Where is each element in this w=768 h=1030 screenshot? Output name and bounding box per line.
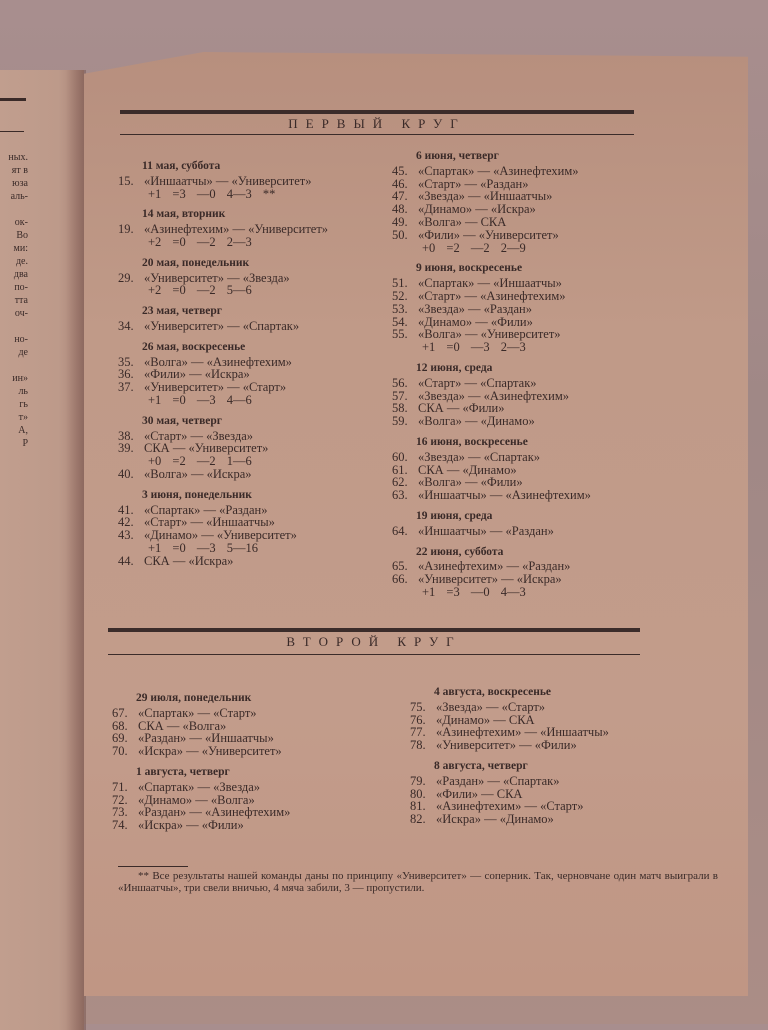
match-teams: СКА — «Университет» [144,441,269,456]
prev-page-text-fragment: ль [18,386,28,397]
match-number: 19. [118,222,134,237]
match-score: +0 =2 —2 1—6 [148,454,252,469]
match-teams: «Старт» — «Азинефтехим» [418,288,566,303]
match-day [118,341,378,407]
match-day [392,510,652,538]
match-number: 60. [392,449,408,464]
match-number: 42. [118,515,134,530]
match-number: 58. [392,401,408,416]
match-day [112,766,392,832]
match-day [392,262,652,354]
match-teams: «Спартак» — «Старт» [138,705,257,720]
match-teams: «Азинефтехим» — «Иншаатчы» [436,725,609,740]
match-teams: «Спартак» — «Иншаатчы» [418,276,562,291]
match-number: 43. [118,528,134,543]
match-teams: «Волга» — «Фили» [418,475,523,490]
match-number: 62. [392,475,408,490]
match-number: 36. [118,367,134,382]
match-teams: «Искра» — «Динамо» [436,812,554,827]
match-teams: «Динамо» — «Искра» [418,202,536,217]
match-number: 48. [392,202,408,217]
match-number: 47. [392,189,408,204]
match-number: 65. [392,559,408,574]
prev-page-text-fragment: ных. [8,152,28,163]
prev-page-text-fragment: ми: [13,243,28,254]
match-teams: «Волга» — «Университет» [418,327,561,342]
match-teams: «Фили» — «Искра» [144,367,250,382]
match-number: 76. [410,712,426,727]
match-date: 3 июня, понедельник [142,488,252,501]
first-round-header [120,110,634,135]
match-teams: «Динамо» — «Университет» [144,528,297,543]
match-teams: «Искра» — «Университет» [138,744,282,759]
second-round-right-column [410,678,690,826]
match-teams: «Раздан» — «Азинефтехим» [138,805,291,820]
match-date: 16 июня, воскресенье [416,435,528,448]
prev-page-text-fragment: юза [12,178,28,189]
match-day [392,546,652,599]
second-round-left-column [112,684,392,832]
prev-page-text-fragment: аль- [10,191,28,202]
match-day [410,686,690,752]
match-teams: СКА — «Динамо» [418,462,517,477]
match-row [118,320,378,333]
match-date: 12 июня, среда [416,361,493,374]
match-number: 61. [392,462,408,477]
match-number: 69. [112,731,128,746]
match-row [118,529,378,542]
match-teams: «Динамо» — СКА [436,712,535,727]
match-teams: «Искра» — «Фили» [138,818,244,833]
match-teams: «Динамо» — «Фили» [418,314,533,329]
match-number: 74. [112,818,128,833]
match-number: 49. [392,214,408,229]
match-teams: «Спартак» — «Азинефтехим» [418,163,579,178]
match-teams: «Фили» — СКА [436,786,523,801]
match-teams: «Звезда» — «Старт» [436,699,546,714]
match-day [118,489,378,568]
match-number: 52. [392,288,408,303]
match-teams: «Университет» — «Старт» [144,380,287,395]
match-number: 29. [118,270,134,285]
match-score: +0 =2 —2 2—9 [422,240,526,255]
match-number: 63. [392,488,408,503]
match-teams: «Университет» — «Звезда» [144,270,290,285]
match-date: 11 мая, суббота [142,160,221,172]
prev-page-text-fragment: А, [18,425,28,436]
match-teams: «Раздан» — «Спартак» [436,773,560,788]
match-day [392,150,652,254]
match-row [118,175,378,188]
match-date: 29 июля, понедельник [136,692,252,704]
match-teams: «Иншаатчы» — «Университет» [144,173,312,188]
match-teams: «Волга» — «Азинефтехим» [144,354,292,369]
match-teams: «Старт» — «Раздан» [418,176,529,191]
match-row [112,819,392,832]
match-day [118,305,378,333]
prev-page-text-fragment: т» [18,412,28,423]
match-number: 56. [392,375,408,390]
match-day [392,362,652,428]
match-number: 44. [118,553,134,568]
match-row [392,573,652,586]
match-row [392,415,652,428]
prev-page-text-fragment: два [13,269,28,280]
match-teams: «Азинефтехим» — «Старт» [436,799,584,814]
match-number: 54. [392,314,408,329]
match-day [112,692,392,758]
match-date: 4 августа, воскресенье [434,686,552,698]
match-score: +2 =0 —2 5—6 [148,283,252,298]
match-number: 82. [410,812,426,827]
match-teams: «Волга» — СКА [418,214,507,229]
match-teams: «Динамо» — «Волга» [138,792,255,807]
match-day [118,415,378,481]
prev-page-text-fragment: Р [22,438,28,449]
match-number: 15. [118,173,134,188]
match-number: 68. [112,718,128,733]
match-number: 51. [392,276,408,291]
match-number: 64. [392,523,408,538]
match-row [410,739,690,752]
match-number: 34. [118,318,134,333]
prev-page-text-fragment: Во [16,230,28,241]
divider [108,654,640,655]
section-title: ПЕРВЫЙ КРУГ [288,116,466,131]
match-teams: СКА — «Искра» [144,553,234,568]
match-teams: СКА — «Фили» [418,401,505,416]
section-title: ВТОРОЙ КРУГ [286,634,462,649]
match-number: 55. [392,327,408,342]
match-number: 53. [392,301,408,316]
prev-page-text-fragment: де [18,347,28,358]
match-number: 80. [410,786,426,801]
match-row [410,813,690,826]
match-date: 22 июня, суббота [416,545,504,558]
match-number: 75. [410,699,426,714]
match-number: 78. [410,738,426,753]
prev-page-text-fragment: ят в [11,165,28,176]
match-number: 59. [392,414,408,429]
match-day [118,257,378,297]
match-number: 40. [118,466,134,481]
prev-page-text-fragment: ин» [12,373,28,384]
match-teams: «Университет» — «Спартак» [144,318,300,333]
match-number: 38. [118,428,134,443]
match-day [410,760,690,826]
match-teams: «Звезда» — «Спартак» [418,449,541,464]
match-date: 1 августа, четверг [136,765,230,778]
match-row [392,489,652,502]
match-teams: «Звезда» — «Раздан» [418,301,532,316]
prev-page-text-fragment: де. [15,256,28,267]
divider [0,98,26,101]
match-teams: «Волга» — «Динамо» [418,414,535,429]
match-number: 70. [112,744,128,759]
match-date: 19 июня, среда [416,509,493,522]
match-teams: «Раздан» — «Иншаатчы» [138,731,274,746]
match-number: 81. [410,799,426,814]
match-number: 41. [118,502,134,517]
prev-page-text-fragment: но- [14,334,28,345]
match-teams: «Фили» — «Университет» [418,227,559,242]
match-number: 37. [118,380,134,395]
match-day [118,160,378,200]
book-spine-shadow [66,70,86,1030]
match-teams: «Спартак» — «Раздан» [144,502,268,517]
match-teams: «Старт» — «Спартак» [418,375,537,390]
match-score: +2 =0 —2 2—3 [148,234,252,249]
match-date: 6 июня, четверг [416,150,499,162]
match-score: +1 =3 —0 4—3 [422,584,526,599]
match-row [118,468,378,481]
match-teams: СКА — «Волга» [138,718,227,733]
match-row [392,229,652,242]
match-teams: «Старт» — «Иншаатчы» [144,515,275,530]
match-number: 46. [392,176,408,191]
match-teams: «Спартак» — «Звезда» [138,779,261,794]
match-date: 23 мая, четверг [142,305,223,318]
match-number: 39. [118,441,134,456]
match-row [392,525,652,538]
prev-page-text-fragment: гь [19,399,28,410]
match-teams: «Волга» — «Искра» [144,466,252,481]
match-number: 45. [392,163,408,178]
match-day [392,436,652,502]
match-teams: «Азинефтехим» — «Университет» [144,222,329,237]
match-date: 9 июня, воскресенье [416,262,523,275]
second-round-header [108,628,640,655]
prev-page-text-fragment: ок- [14,217,28,228]
prev-page-text-fragment: тта [14,295,28,306]
match-day [118,208,378,248]
footnote: ** Все результаты нашей команды даны по принципу «Университет» — соперник. Так, черновчане один матч выиграли в «Иншаатчы», три свели вничью, 4 мяча забили, 3 — пропустили. [118,870,718,894]
match-teams: «Старт» — «Звезда» [144,428,254,443]
match-teams: «Университет» — «Фили» [436,738,577,753]
match-score: +1 =0 —3 2—3 [422,340,526,355]
first-round-right-column [392,142,652,599]
match-score: +1 =3 —0 4—3 ** [148,186,276,201]
match-teams: «Азинефтехим» — «Раздан» [418,559,571,574]
first-round-left-column [118,152,378,568]
match-date: 30 мая, четверг [142,414,223,427]
match-row [118,555,378,568]
match-teams: «Звезда» — «Азинефтехим» [418,388,570,403]
match-number: 77. [410,725,426,740]
match-date: 20 мая, понедельник [142,256,250,269]
match-number: 71. [112,779,128,794]
match-teams: «Иншаатчы» — «Раздан» [418,523,554,538]
match-number: 50. [392,227,408,242]
prev-page-text-fragment: по- [14,282,28,293]
match-number: 67. [112,705,128,720]
divider [0,131,24,132]
match-number: 57. [392,388,408,403]
match-score: +1 =0 —3 4—6 [148,392,252,407]
divider [120,134,634,135]
match-teams: «Университет» — «Искра» [418,572,562,587]
footnote-divider [118,866,188,867]
match-number: 79. [410,773,426,788]
match-number: 72. [112,792,128,807]
match-date: 8 августа, четверг [434,759,528,772]
match-number: 35. [118,354,134,369]
match-date: 14 мая, вторник [142,208,226,221]
match-number: 73. [112,805,128,820]
prev-page-text-fragment: оч- [14,308,28,319]
match-row [112,745,392,758]
match-number: 66. [392,572,408,587]
match-teams: «Иншаатчы» — «Азинефтехим» [418,488,591,503]
match-date: 26 мая, воскресенье [142,340,246,353]
match-teams: «Звезда» — «Иншаатчы» [418,189,553,204]
match-score: +1 =0 —3 5—16 [148,540,258,555]
